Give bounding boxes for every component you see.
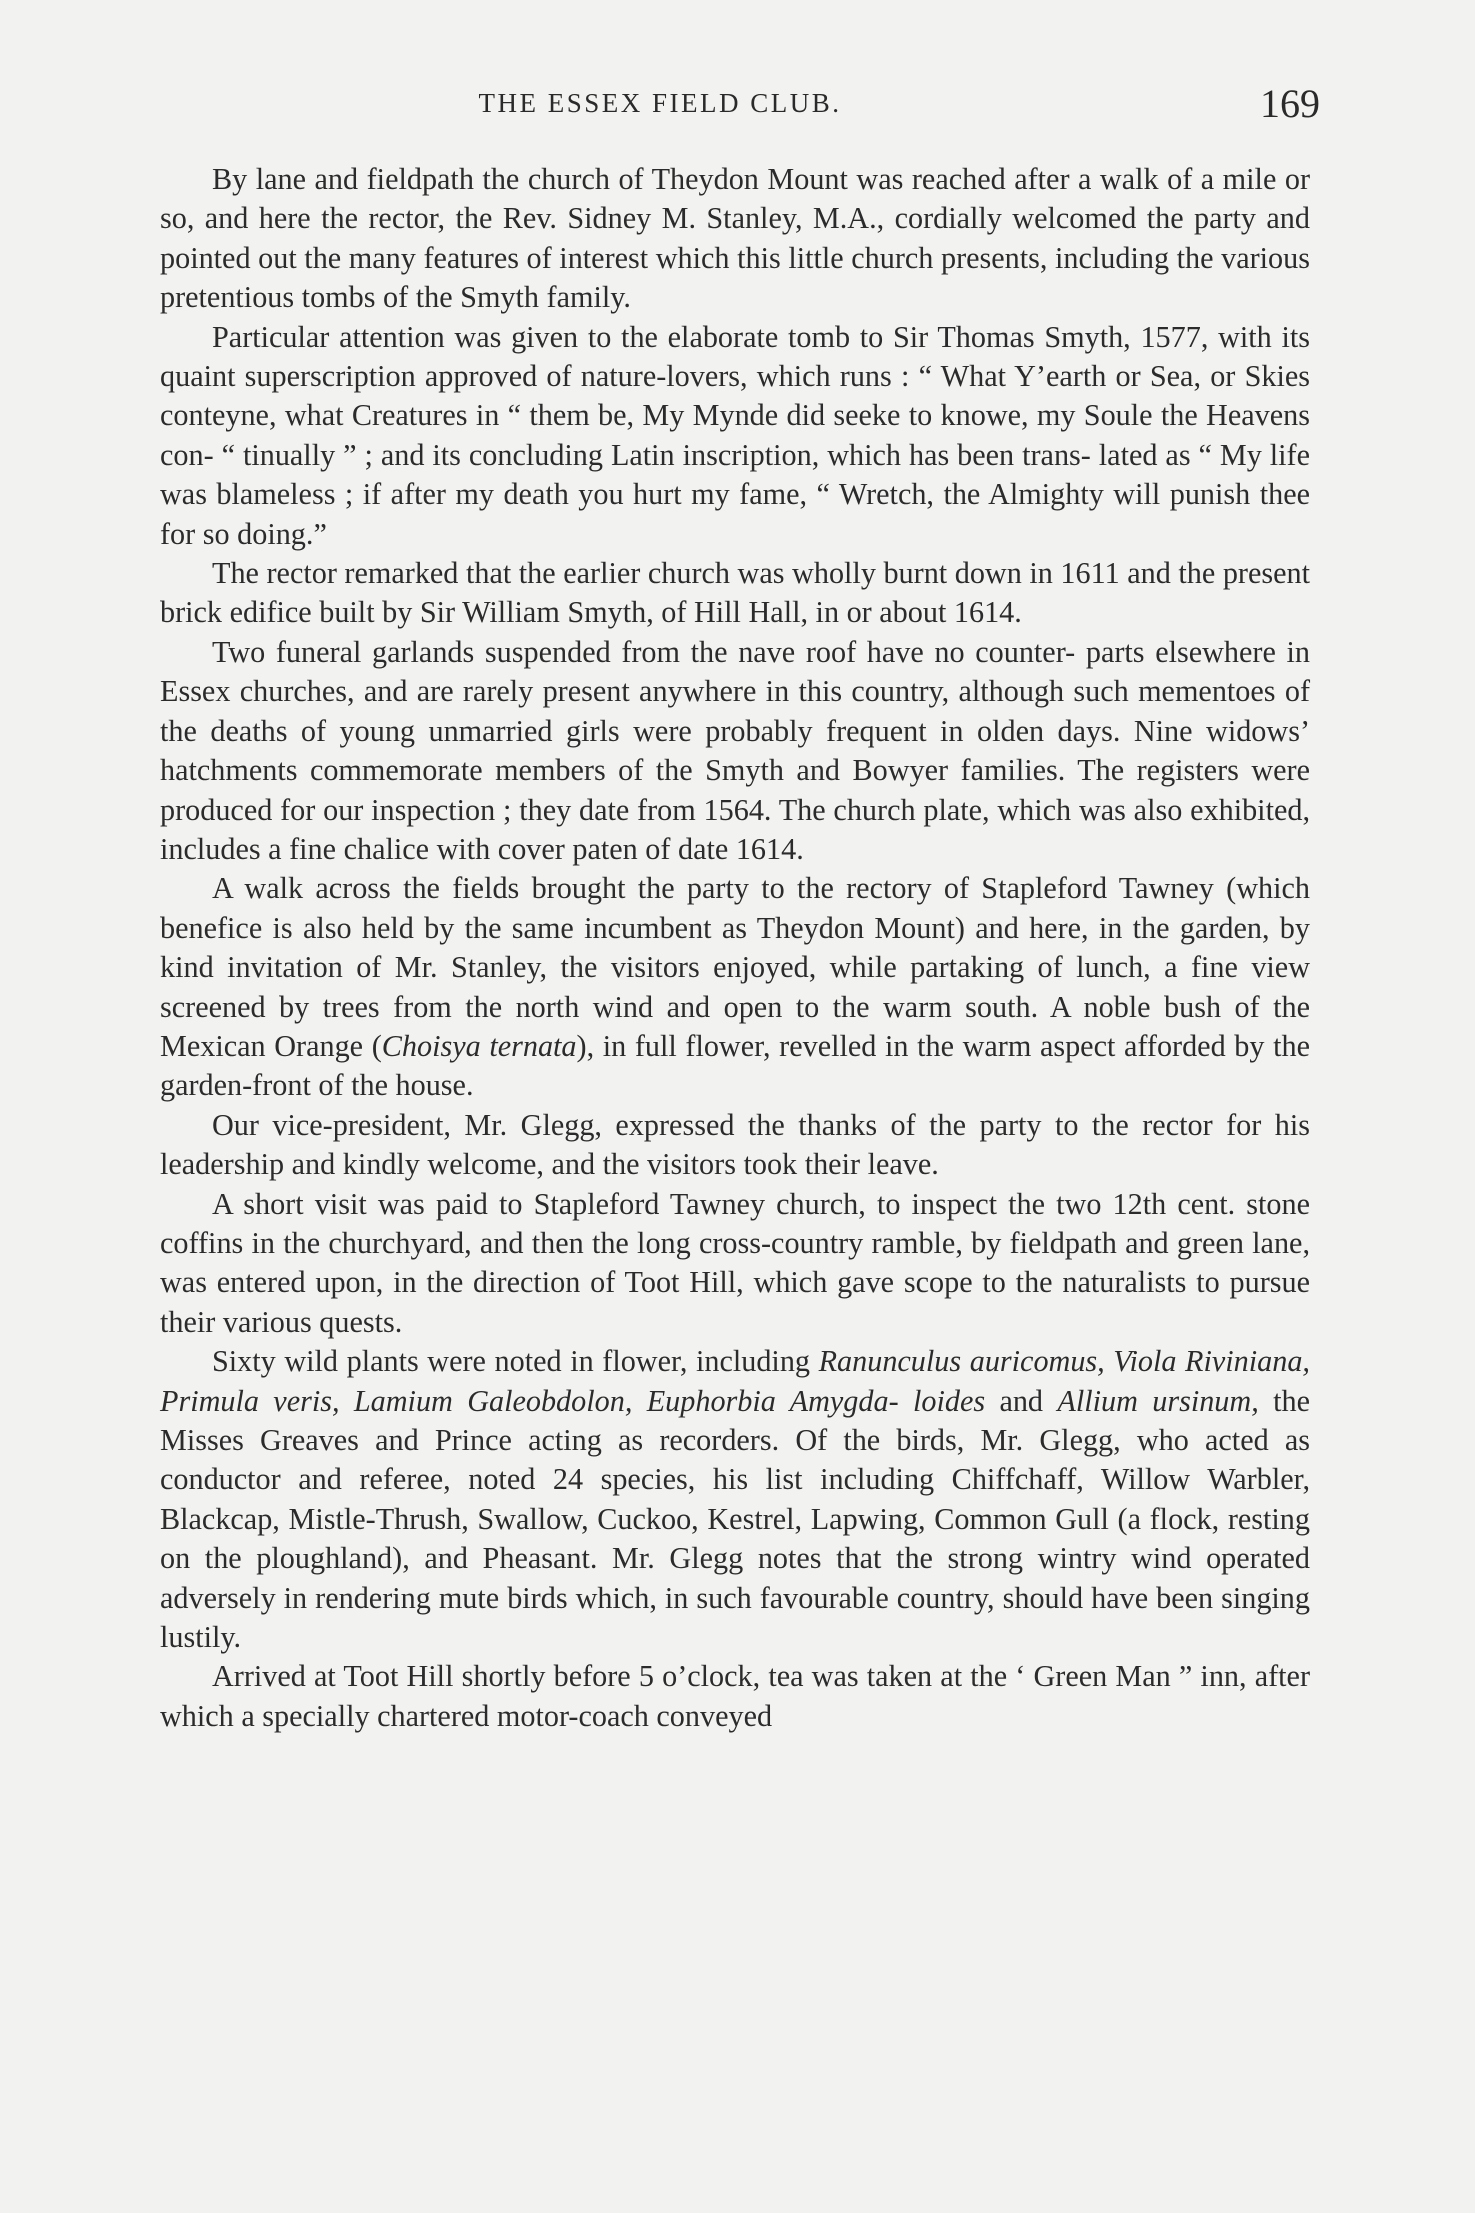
paragraph-funeral-garlands: Two funeral garlands suspended from the nave roof have no counter- parts elsewhere in Essex churches, and are rarely present anywhere in this country, although such mementoes of the deaths of young unmarried girls were probably frequent in olden days. Nine widows’ hatchments commemorate members of the Smyth and Bowyer families. The registers were produced for our inspection ; they date from 1564. The church plate, which was also exhibited, includes a fine chalice with cover paten of date 1614. <box>160 634 1310 866</box>
text-run: ), in full flower, revelled in the warm aspect afforded by the garden-front of the house. <box>160 1028 1310 1103</box>
paragraph-toot-hill: Arrived at Toot Hill shortly before 5 o’clock, tea was taken at the ‘ Green Man ” inn, after which a specially chartered motor-coach conveyed <box>160 1659 1310 1733</box>
running-title: THE ESSEX FIELD CLUB. <box>478 88 842 118</box>
paragraph-stapleford-church: A short visit was paid to Stapleford Tawney church, to inspect the two 12th cent. stone coffins in the churchyard, and then the long cross-country ramble, by fieldpath and green lane, was entered upon, in the direction of Toot Hill, which gave scope to the naturalists to pursue their various quests. <box>160 1186 1310 1339</box>
paragraph-theydon-mount: By lane and fieldpath the church of Theydon Mount was reached after a walk of a mile or so, and here the rector, the Rev. Sidney M. Stanley, M.A., cordially welcomed the party and pointed out the many features of interest which this little church presents, including the various pretentious tombs of the Smyth family. <box>160 162 1310 315</box>
text-run: the Misses Greaves and Prince acting as recorders. Of the birds, Mr. Glegg, who acted as conductor and referee, noted 24 species, his list including Chiffchaff, Willow Warbler, Blackcap, Mistle-Thrush, Swallow, Cuckoo, Kestrel, Lapwing, Common Gull (a flock, resting on the ploughland), and Pheasant. Mr. Glegg notes that the strong wintry wind operated adversely in rendering mute birds which, in such favourable country, should have been singing lustily. <box>160 1383 1310 1655</box>
text-run: Sixty wild plants were noted in flower, including <box>212 1344 819 1379</box>
paragraph-plants-and-birds <box>160 1342 1310 1657</box>
text-run: and <box>985 1383 1058 1418</box>
paragraph-thanks: Our vice-president, Mr. Glegg, expressed the thanks of the party to the rector for his leadership and kindly welcome, and the visitors took their leave. <box>160 1107 1310 1182</box>
species-list: Ranunculus auricomus, Viola Riviniana, Primula veris, Lamium Galeobdolon, Euphorbia Amygda- loides <box>160 1344 1310 1418</box>
text-run: A walk across the fields brought the party to the rectory of Stapleford Tawney (which benefice is also held by the same incumbent as Theydon Mount) and here, in the garden, by kind invitation of Mr. Stanley, the visitors enjoyed, while partaking of lunch, a fine view screened by trees from the north wind and open to the warm south. A noble bush of the Mexican Orange ( <box>160 871 1310 1063</box>
species-name: Choisya ternata <box>381 1028 577 1063</box>
species-name: Allium ursinum, <box>1057 1383 1259 1418</box>
body-text <box>160 160 1310 1736</box>
paragraph-smyth-tomb: Particular attention was given to the elaborate tomb to Sir Thomas Smyth, 1577, with its quaint superscription approved of nature-lovers, which runs : “ What Y’earth or Sea, or Skies conteyne, what Creatures in “ them be, My Mynde did seeke to knowe, my Soule the Heavens con- “ tinually ” ; and its concluding Latin inscription, which has been trans- lated as “ My life was blameless ; if after my death you hurt my fame, “ Wretch, the Almighty will punish thee for so doing.” <box>160 319 1310 551</box>
running-header <box>160 81 1320 134</box>
page-number: 169 <box>1260 81 1320 126</box>
paragraph-church-history: The rector remarked that the earlier church was wholly burnt down in 1611 and the present brick edifice built by Sir William Smyth, of Hill Hall, in or about 1614. <box>160 556 1310 630</box>
paragraph-rectory-visit <box>160 869 1310 1105</box>
